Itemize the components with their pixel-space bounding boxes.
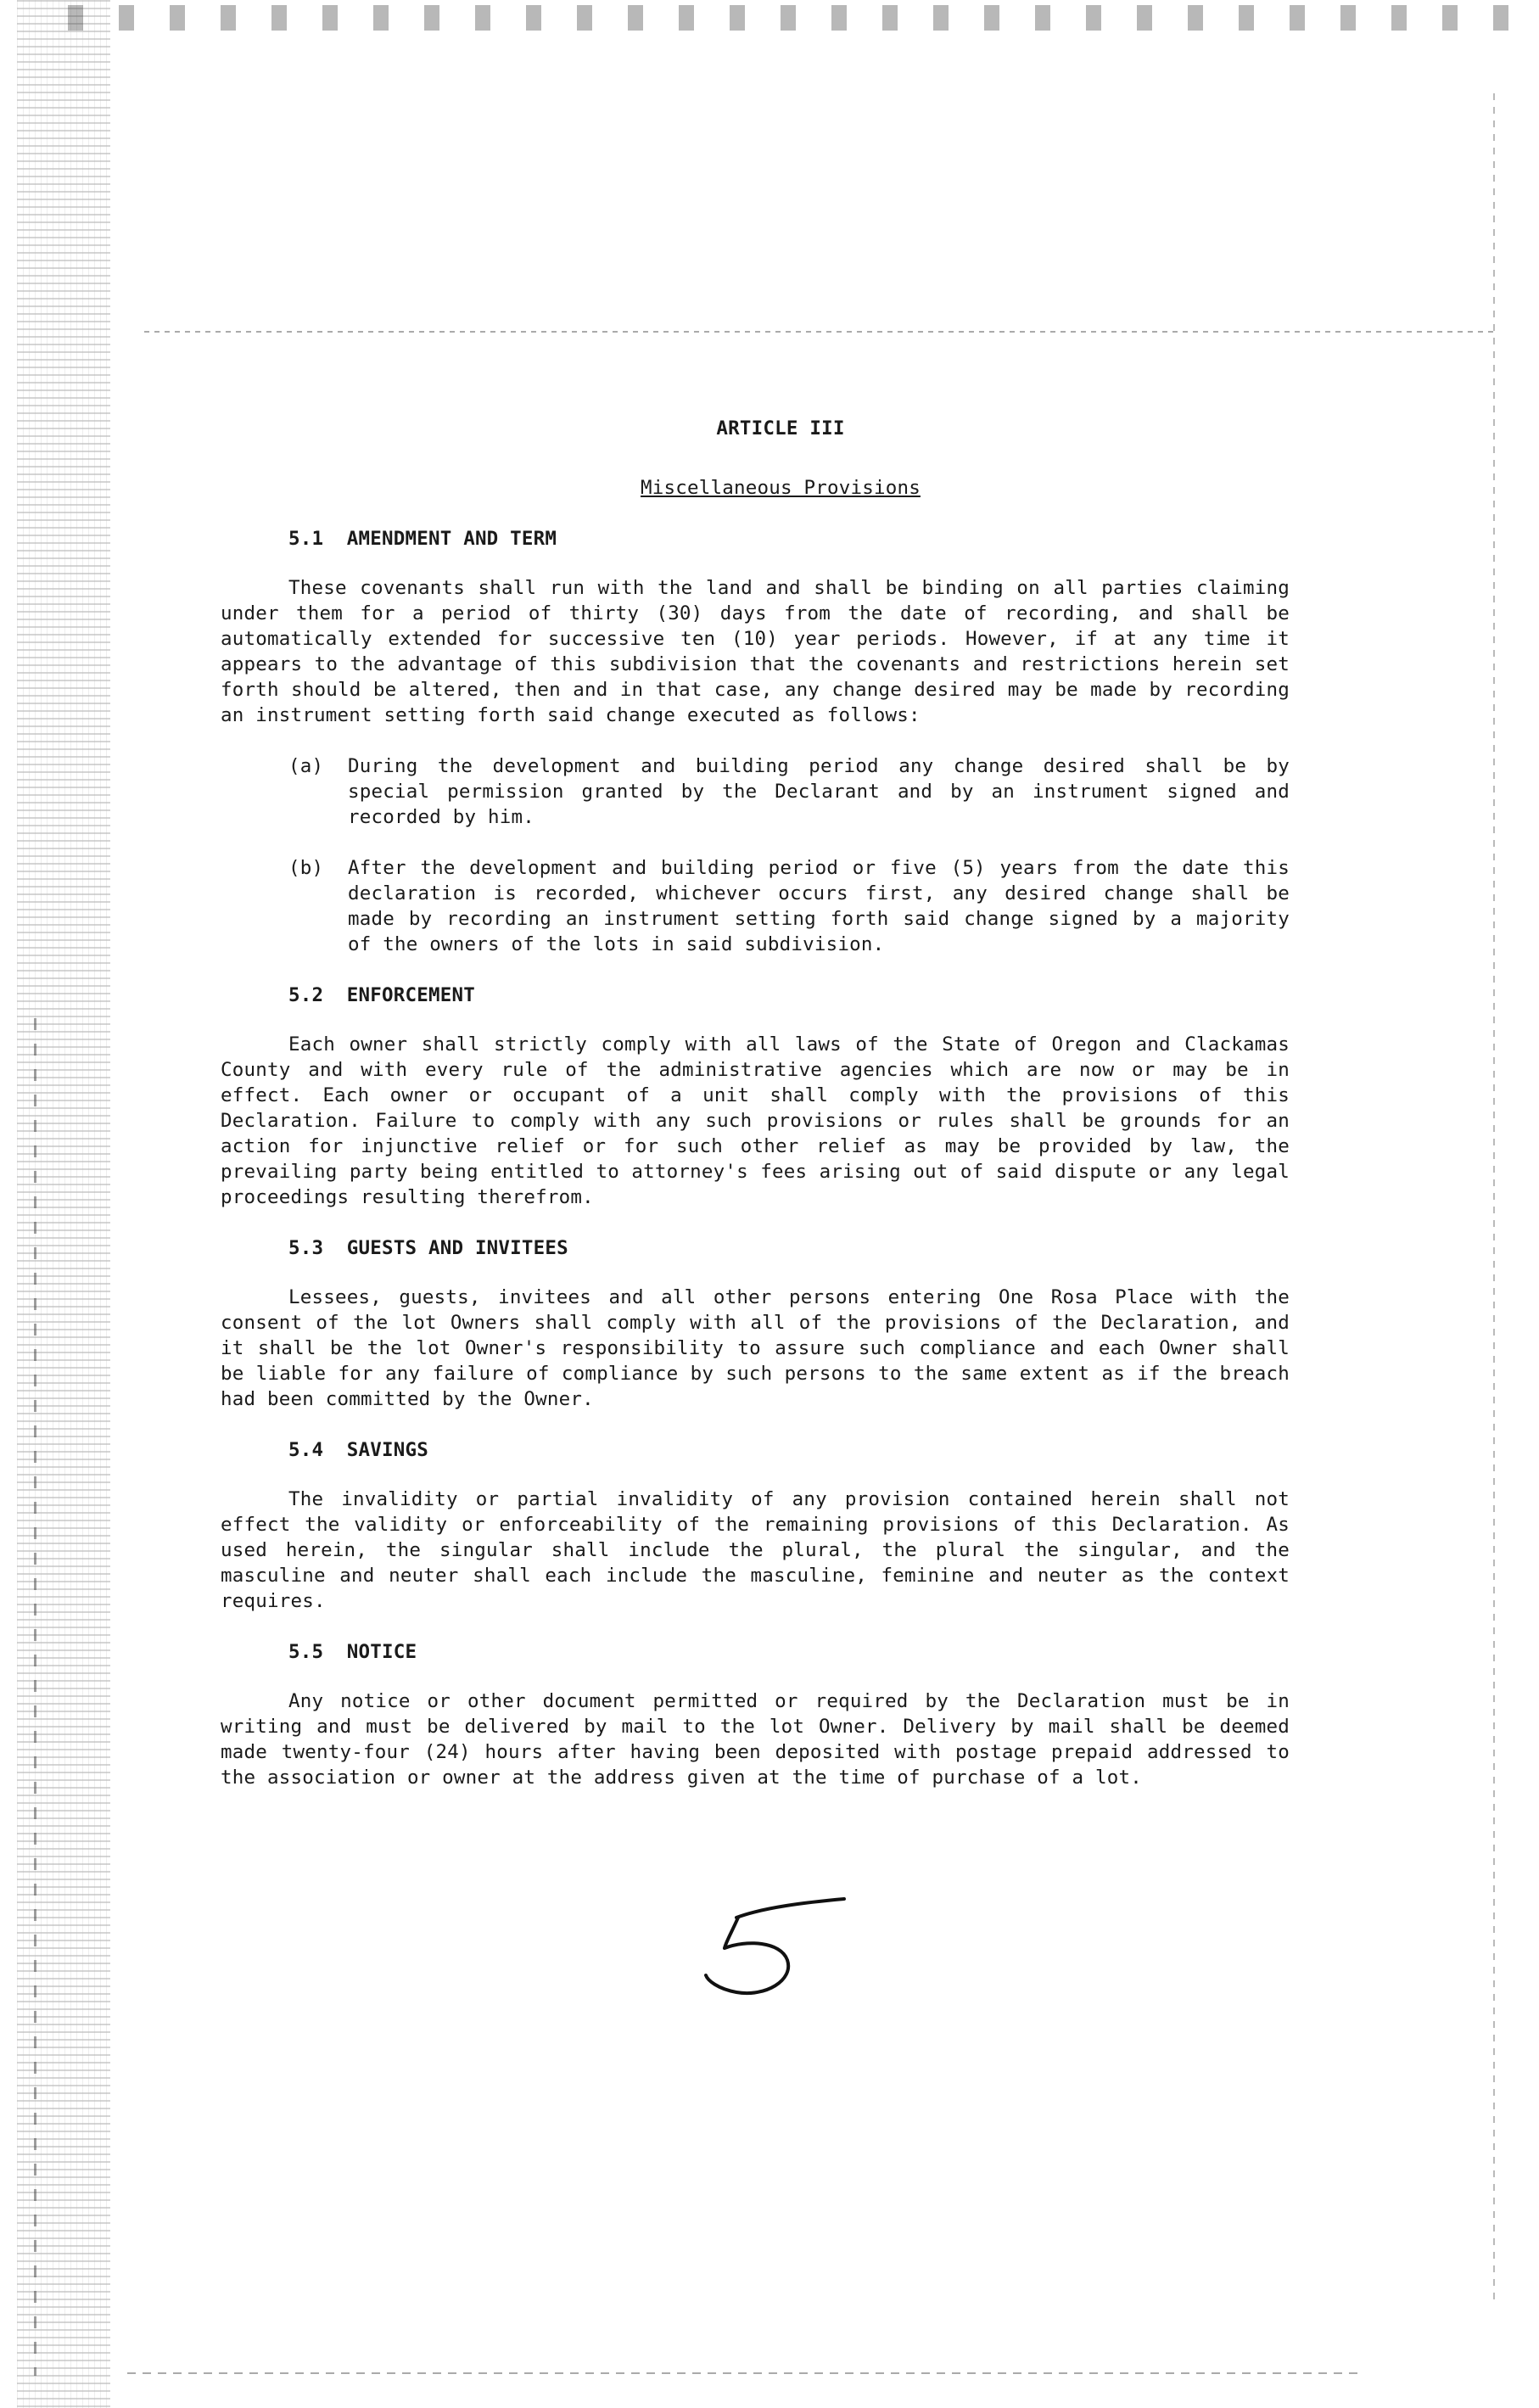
- handwritten-page-number: [687, 1892, 857, 2002]
- section-enforcement: [221, 983, 1290, 1210]
- section-heading: 5.4 SAVINGS: [288, 1439, 428, 1461]
- list-item-text: After the development and building period or five (5) years from the date this declaration is recorded, whichever occurs first, any desired change shall be made by recording an instrument setting forth said change signed by a majority of the owners of the lots in said subdivision.: [348, 857, 1290, 955]
- article-title: ARTICLE III: [716, 417, 845, 440]
- section-body: Any notice or other document permitted or required by the Declaration must be in writing and must be delivered by mail to the lot Owner. Delivery by mail shall be deemed made twenty-four (24) hours after having been deposited with postage prepaid addressed to the association or owner at the address given at the time of purchase of a lot.: [221, 1690, 1290, 1789]
- list-item: [288, 855, 1290, 957]
- list-item-label: (a): [288, 755, 324, 777]
- scan-artifact-left-edge: [34, 1018, 36, 2376]
- section-body: Lessees, guests, invitees and all other persons entering One Rosa Place with the consent of the lot Owners shall comply with all of the provisions of the Declaration, and it shall be the lot Owner's responsibility to assure such compliance and each Owner shall be liable for any failure of compliance by such persons to the same extent as if the breach had been committed by the Owner.: [221, 1286, 1290, 1410]
- section-notice: [221, 1639, 1290, 1790]
- section-guests-and-invitees: [221, 1235, 1290, 1412]
- document-body: [221, 416, 1290, 1816]
- scan-artifact-right-edge: [1493, 93, 1495, 2299]
- scan-artifact-top: [68, 5, 1510, 31]
- list-item-label: (b): [288, 857, 324, 879]
- section-heading: 5.2 ENFORCEMENT: [288, 984, 475, 1006]
- scan-artifact-left-margin: [17, 0, 110, 2408]
- section-savings: [221, 1437, 1290, 1614]
- section-amendment-and-term: [221, 526, 1290, 957]
- scan-artifact-rule: [144, 331, 1493, 333]
- section-body: These covenants shall run with the land and shall be binding on all parties claiming under them for a period of thirty (30) days from the date of recording, and shall be automatically extended for successive ten (10) year periods. However, if at any time it appears to the advantage of this subdivision that the covenants and restrictions herein set forth should be altered, then and in that case, any change desired may be made by recording an instrument setting forth said change executed as follows:: [221, 577, 1290, 726]
- scan-artifact-bottom-edge: [127, 2372, 1357, 2374]
- section-heading: 5.3 GUESTS AND INVITEES: [288, 1237, 568, 1259]
- section-heading: 5.5 NOTICE: [288, 1641, 417, 1663]
- list-item: [288, 753, 1290, 830]
- section-heading: 5.1 AMENDMENT AND TERM: [288, 528, 557, 550]
- section-body: The invalidity or partial invalidity of any provision contained herein shall not effect the validity or enforceability of the remaining provisions of this Declaration. As used herein, the singular shall include the plural, the plural the singular, and the masculine and neuter shall each include the masculine, feminine and neuter as the context requires.: [221, 1488, 1290, 1612]
- list-item-text: During the development and building period any change desired shall be by special permission granted by the Declarant and by an instrument signed and recorded by him.: [348, 755, 1290, 828]
- article-subtitle: Miscellaneous Provisions: [641, 477, 921, 499]
- section-body: Each owner shall strictly comply with all laws of the State of Oregon and Clackamas County and with every rule of the administrative agencies which are now or may be in effect. Each owner or occupant of a unit shall comply with the provisions of this Declaration. Failure to comply with any such provisions or rules shall be grounds for an action for injunctive relief or for such other relief as may be provided by law, the prevailing party being entitled to attorney's fees arising out of said dispute or any legal proceedings resulting therefrom.: [221, 1033, 1290, 1208]
